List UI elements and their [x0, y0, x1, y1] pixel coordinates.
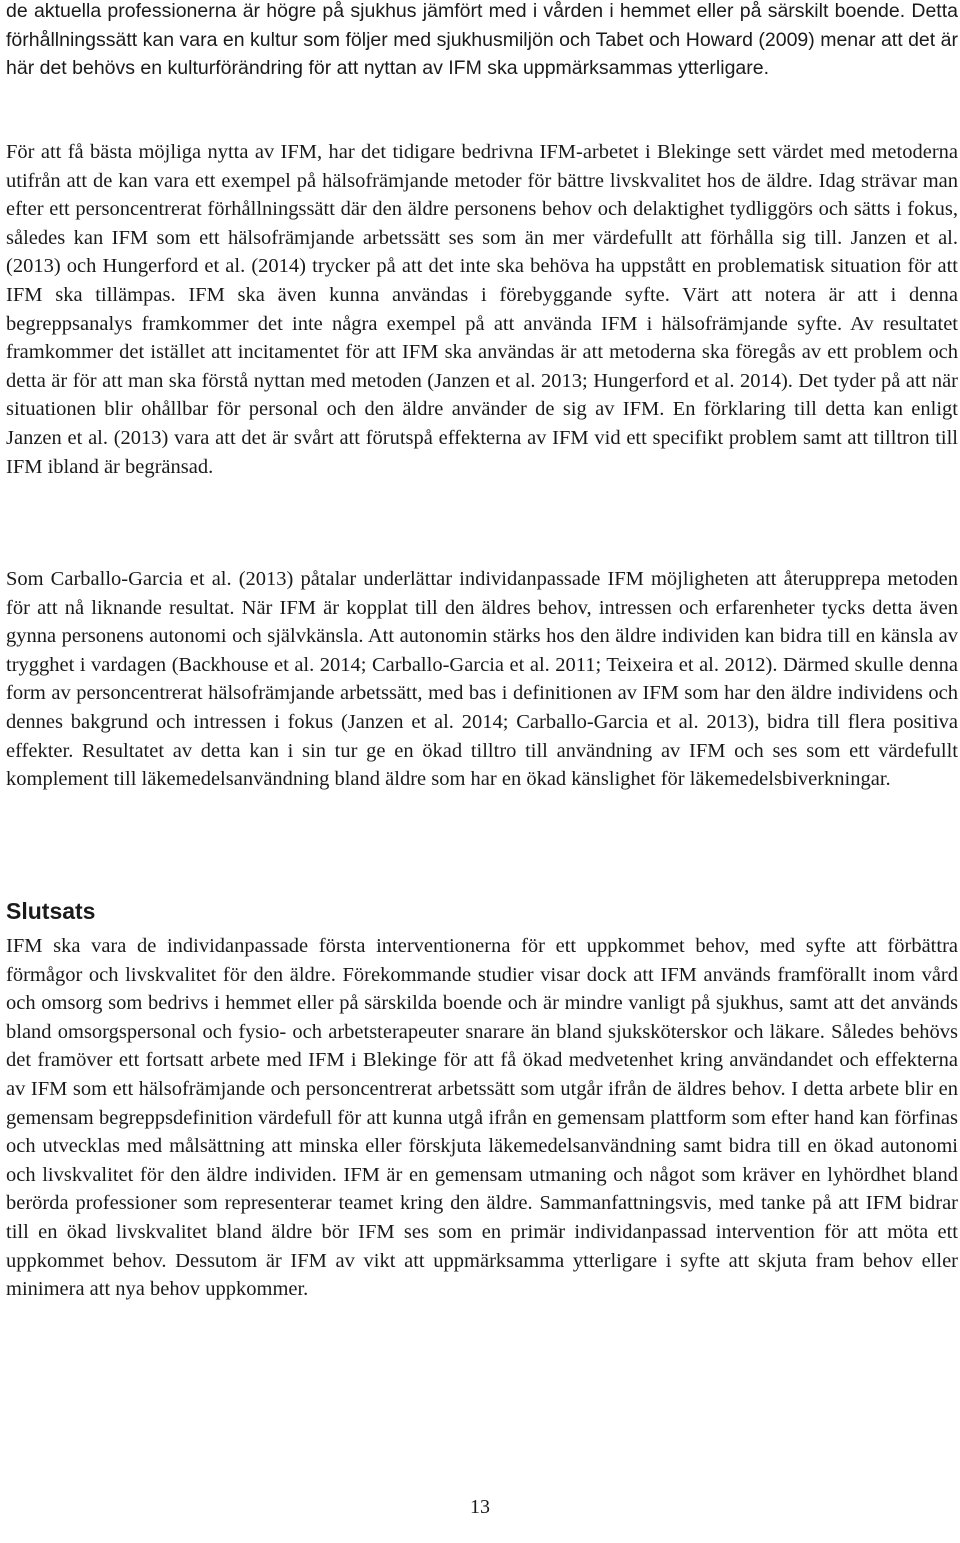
paragraph-conclusion: IFM ska vara de individanpassade första interventionerna för ett uppkommet behov, med syfte att förbättra förmågor och livskvalitet för den äldre. Förekommande studier visar dock att IFM används framförallt inom vård och omsorg som bedrivs i hemmet eller på särskilda boende och är mindre vanligt på sjukhus, samt att det används bland omsorgspersonal och fysio- och arbetsterapeuter snarare än bland sjuksköterskor och läkare. Således behövs det framöver ett fortsatt arbete med IFM i Blekinge för att få ökad medvetenhet kring användandet och effekterna av IFM som ett hälsofrämjande och personcentrerat arbetssätt som utgår ifrån de äldres behov. I detta arbete blir en gemensam begreppsdefinition värdefull för att kunna utgå ifrån en gemensam plattform som efter hand kan förfinas och utvecklas med målsättning att minska eller förskjuta läkemedelsanvändning samt bidra till en ökad autonomi och livskvalitet för den äldre individen. IFM är en gemensam utmaning och något som kräver en lyhördhet bland berörda professioner som representerar teamet kring den äldre. Sammanfattningsvis, med tanke på att IFM bidrar till en ökad livskvalitet bland äldre bör IFM ses som en primär individanpassad intervention för att möta ett uppkommet behov. Dessutom är IFM av vikt att uppmärksamma ytterligare i syfte att skjuta fram behov eller minimera att nya behov uppkommer.	[6, 935, 958, 1301]
paragraph-ifm-value: För att få bästa möjliga nytta av IFM, har det tidigare bedrivna IFM-arbetet i Blekinge sett värdet med metoderna utifrån att de kan vara ett exempel på hälsofrämjande metoder för bättre livskvalitet hos de äldre. Idag strävar man efter ett personcentrerat förhållningssätt där den äldre personens behov och delaktighet tydliggörs och sätts i fokus, således kan IFM som ett hälsofrämjande arbetssätt ses som än mer värdefullt att förhålla sig till. Janzen et al. (2013) och Hungerford et al. (2014) trycker på att det inte ska behöva ha uppstått en problematisk situation för att IFM ska tillämpas. IFM ska även kunna användas i förebyggande syfte. Värt att notera är att i denna begreppsanalys framkommer det inte några exempel på att använda IFM i hälsofrämjande syfte. Av resultatet framkommer det istället att incitamentet för att IFM ska användas är att metoderna ska föregås av ett problem och detta är för att man ska förstå nyttan med metoden (Janzen et al. 2013; Hungerford et al. 2014). Det tyder på att när situationen blir ohållbar för personal och den äldre använder de sig av IFM. En förklaring till detta kan enligt Janzen et al. (2013) vara att det är svårt att förutspå effekterna av IFM vid ett specifikt problem samt att tilltron till IFM ibland är begränsad.	[6, 141, 958, 478]
paragraph-continuation: de aktuella professionerna är högre på sjukhus jämfört med i vården i hemmet eller på särskilt boende. Detta förhållningssätt kan vara en kultur som följer med sjukhusmiljön och Tabet och Howard (2009) menar att det är här det behövs en kulturförändring för att nyttan av IFM ska uppmärksammas ytterligare.	[6, 0, 958, 80]
section-heading-slutsats: Slutsats	[6, 898, 96, 924]
paragraph-individual-adaptation: Som Carballo-Garcia et al. (2013) påtalar underlättar individanpassade IFM möjligheten att återupprepa metoden för att nå liknande resultat. När IFM är kopplat till den äldres behov, intressen och erfarenheter tycks detta även gynna personens autonomi och självkänsla. Att autonomin stärks hos den äldre individen kan bidra till en känsla av trygghet i vardagen (Backhouse et al. 2014; Carballo-Garcia et al. 2011; Teixeira et al. 2012). Därmed skulle denna form av personcentrerat hälsofrämjande arbetssätt, med bas i definitionen av IFM som har den äldre individens och dennes bakgrund och intressen i fokus (Janzen et al. 2014; Carballo-Garcia et al. 2013), bidra till flera positiva effekter. Resultatet av detta kan i sin tur ge en ökad tilltro till användning av IFM och ses som ett värdefullt komplement till läkemedelsanvändning bland äldre som har en ökad känslighet för läkemedelsbiverkningar.	[6, 568, 958, 791]
page-number: 13	[470, 1496, 490, 1518]
